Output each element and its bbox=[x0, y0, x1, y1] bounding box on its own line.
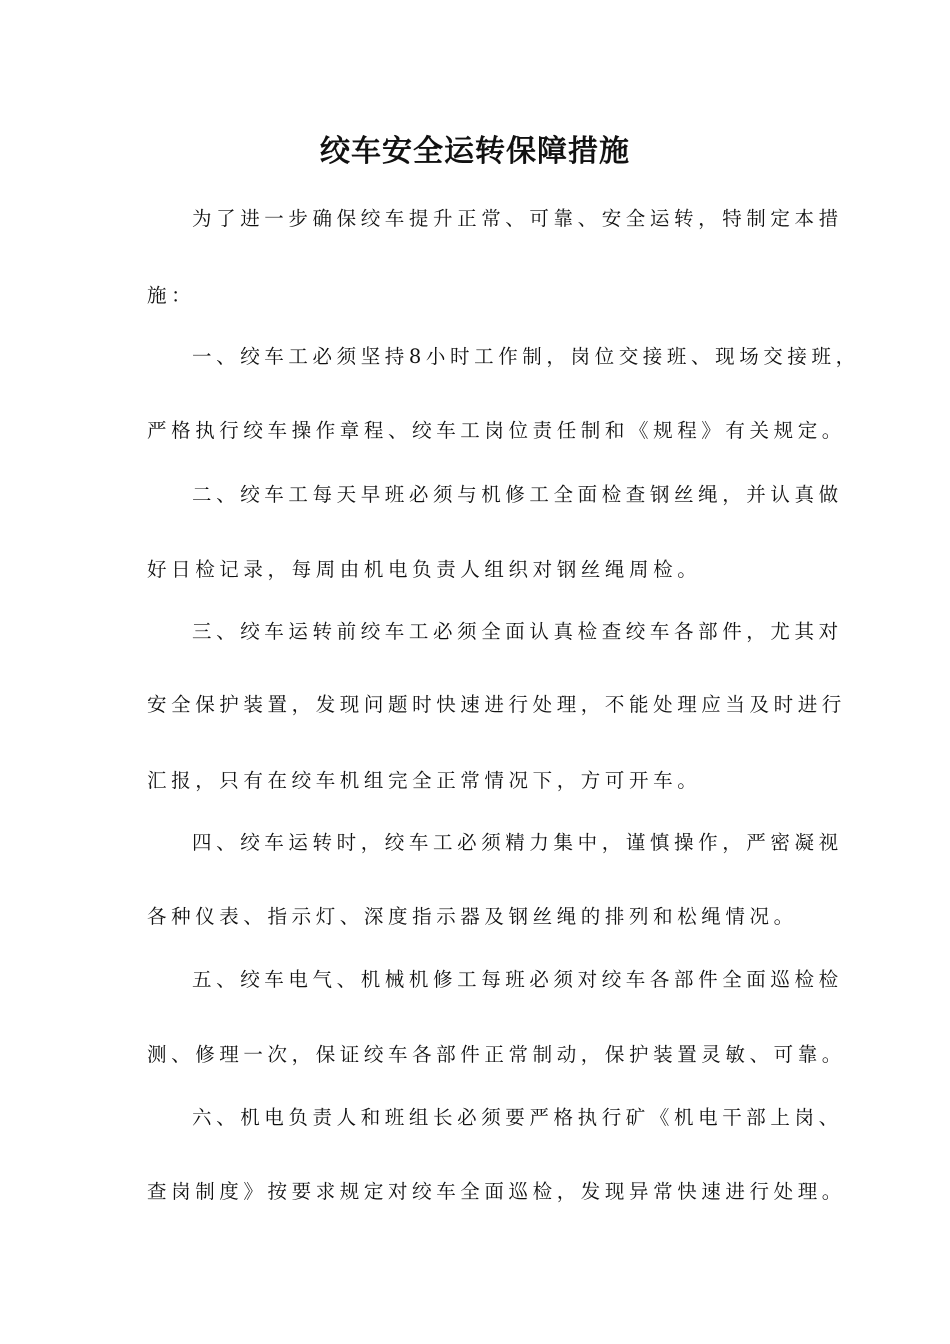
text-line: 严格执行绞车操作章程、绞车工岗位责任制和《规程》有关规定。 bbox=[147, 419, 846, 442]
text-line: 三、绞车运转前绞车工必须全面认真检查绞车各部件，尤其对 bbox=[192, 620, 843, 643]
text-line: 二、绞车工每天早班必须与机修工全面检查钢丝绳，并认真做 bbox=[192, 483, 843, 506]
text-line: 各种仪表、指示灯、深度指示器及钢丝绳的排列和松绳情况。 bbox=[147, 905, 798, 928]
text-line: 测、修理一次，保证绞车各部件正常制动，保护装置灵敏、可靠。 bbox=[147, 1043, 846, 1066]
text-line: 施： bbox=[147, 284, 196, 307]
text-line: 查岗制度》按要求规定对绞车全面巡检，发现异常快速进行处理。 bbox=[147, 1180, 846, 1203]
document-title: 绞车安全运转保障措施 bbox=[320, 134, 630, 169]
text-line: 四、绞车运转时，绞车工必须精力集中，谨慎操作，严密凝视 bbox=[192, 831, 843, 854]
text-line: 为了进一步确保绞车提升正常、可靠、安全运转，特制定本措 bbox=[192, 207, 843, 230]
text-line: 好日检记录，每周由机电负责人组织对钢丝绳周检。 bbox=[147, 558, 702, 581]
text-line: 汇报，只有在绞车机组完全正常情况下，方可开车。 bbox=[147, 769, 702, 792]
text-line: 六、机电负责人和班组长必须要严格执行矿《机电干部上岗、 bbox=[192, 1106, 843, 1129]
text-line: 一、绞车工必须坚持8小时工作制，岗位交接班、现场交接班， bbox=[192, 345, 860, 368]
text-line: 安全保护装置，发现问题时快速进行处理，不能处理应当及时进行 bbox=[147, 693, 846, 716]
text-line: 五、绞车电气、机械机修工每班必须对绞车各部件全面巡检检 bbox=[192, 968, 843, 991]
